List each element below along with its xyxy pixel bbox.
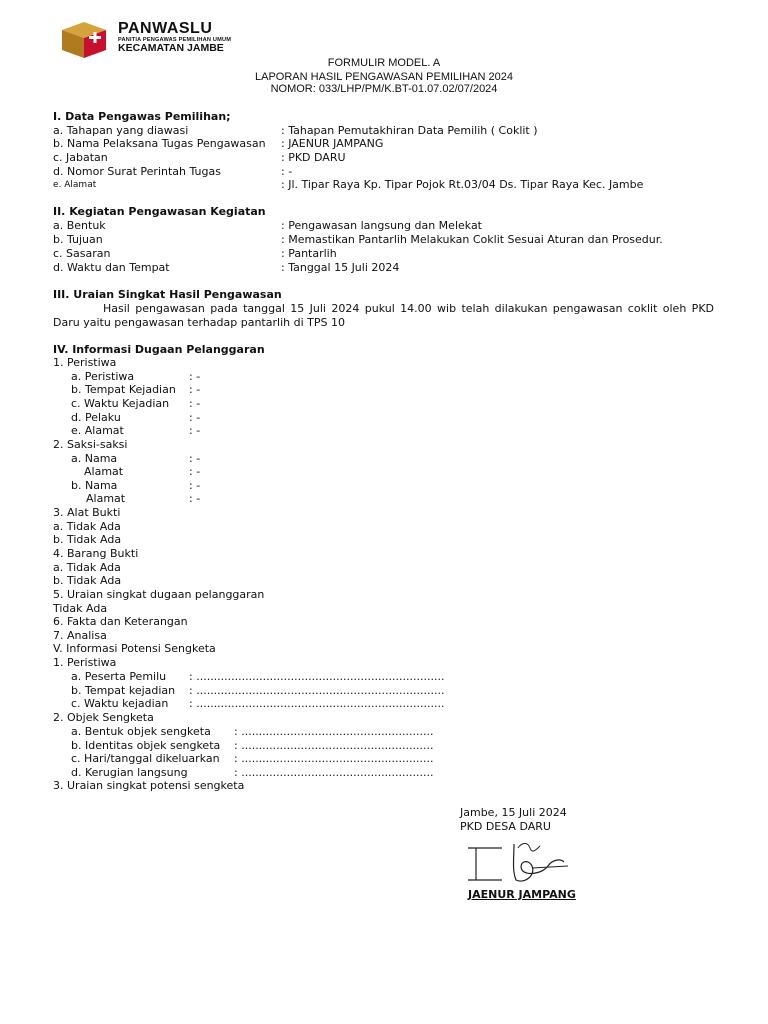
s5-value-tempat: : ....................................................................... [189,684,445,697]
s4-barang-bukti-b: b. Tidak Ada [53,574,122,587]
s4-barang-bukti-a: a. Tidak Ada [53,561,121,574]
s5-uraian-title: 3. Uraian singkat potensi sengketa [53,779,245,792]
s4-value-pelaku: : - [189,411,201,424]
s5-value-hari-tanggal: : ....................................................... [234,752,434,765]
s4-value-tempat: : - [189,383,201,396]
s5-objek-title: 2. Objek Sengketa [53,711,154,724]
logo-kecamatan: KECAMATAN JAMBE [118,42,224,54]
s1-label-jabatan: c. Jabatan [53,151,108,164]
s3-paragraph-line-2: Daru yaitu pengawasan terhadap pantarlih di TPS 10 [53,316,345,329]
s1-label-tahapan: a. Tahapan yang diawasi [53,124,189,137]
s1-label-alamat: e. Alamat [53,180,97,190]
section-2-title: II. Kegiatan Pengawasan Kegiatan [53,205,266,218]
s5-value-waktu: : ....................................................................... [189,697,445,710]
s5-label-waktu: c. Waktu kejadian [71,697,169,710]
s5-label-identitas: b. Identitas objek sengketa [71,739,221,752]
s2-label-waktu: d. Waktu dan Tempat [53,261,170,274]
s5-label-hari-tanggal: c. Hari/tanggal dikeluarkan [71,752,220,765]
s4-alat-bukti-title: 3. Alat Bukti [53,506,121,519]
s4-barang-bukti-title: 4. Barang Bukti [53,547,139,560]
s4-saksi-a-alamat-value: : - [189,465,201,478]
s4-saksi-a-nama-label: a. Nama [71,452,118,465]
s2-value-bentuk: : Pengawasan langsung dan Melekat [281,219,482,232]
s5-peristiwa-title: 1. Peristiwa [53,656,117,669]
s1-label-nomor-surat: d. Nomor Surat Perintah Tugas [53,165,221,178]
s4-saksi-b-nama-value: : - [189,479,201,492]
s1-value-alamat: : Jl. Tipar Raya Kp. Tipar Pojok Rt.03/04 Ds. Tipar Raya Kec. Jambe [281,178,644,191]
s4-label-peristiwa: a. Peristiwa [71,370,135,383]
logo-brand: PANWASLU [118,20,213,37]
section-5-title: V. Informasi Potensi Sengketa [53,642,216,655]
s4-saksi-a-nama-value: : - [189,452,201,465]
report-title: LAPORAN HASIL PENGAWASAN PEMILIHAN 2024 [255,71,513,83]
s1-value-nomor-surat: : - [281,165,293,178]
s4-value-waktu: : - [189,397,201,410]
s4-saksi-a-alamat-label: Alamat [84,465,124,478]
s4-label-alamat: e. Alamat [71,424,124,437]
s5-value-peserta: : ....................................................................... [189,670,445,683]
s1-value-jabatan: : PKD DARU [281,151,346,164]
s4-saksi-b-alamat-label: Alamat [86,492,126,505]
section-1-title: I. Data Pengawas Pemilihan; [53,110,231,123]
panwaslu-logo [56,20,286,60]
s1-label-nama: b. Nama Pelaksana Tugas Pengawasan [53,137,266,150]
section-4-title: IV. Informasi Dugaan Pelanggaran [53,343,265,356]
s4-saksi-b-nama-label: b. Nama [71,479,118,492]
s5-label-peserta: a. Peserta Pemilu [71,670,167,683]
s5-value-bentuk: : ....................................................... [234,725,434,738]
s1-value-tahapan: : Tahapan Pemutakhiran Data Pemilih ( Coklit ) [281,124,538,137]
section-3-title: III. Uraian Singkat Hasil Pengawasan [53,288,282,301]
form-model-title: FORMULIR MODEL. A [327,57,441,69]
s4-label-tempat: b. Tempat Kejadian [71,383,176,396]
logo-subtitle: PANITIA PENGAWAS PEMILIHAN UMUM [118,37,232,43]
s4-uraian-value: Tidak Ada [53,602,108,615]
s4-peristiwa-title: 1. Peristiwa [53,356,117,369]
s4-saksi-b-alamat-value: : - [189,492,201,505]
s3-paragraph-line-1: Hasil pengawasan pada tanggal 15 Juli 2024 pukul 14.00 wib telah dilakukan pengawasan coklit oleh PKD [103,302,714,315]
s5-label-bentuk: a. Bentuk objek sengketa [71,725,211,738]
s1-value-nama: : JAENUR JAMPANG [281,137,384,150]
s2-value-waktu: : Tanggal 15 Juli 2024 [281,261,400,274]
panwaslu-emblem-icon [56,20,114,60]
s2-label-bentuk: a. Bentuk [53,219,106,232]
s5-value-kerugian: : ....................................................... [234,766,434,779]
s4-label-waktu: c. Waktu Kejadian [71,397,170,410]
signature-name: JAENUR JAMPANG [468,888,576,901]
s4-value-peristiwa: : - [189,370,201,383]
s4-uraian-title: 5. Uraian singkat dugaan pelanggaran [53,588,265,601]
s2-value-tujuan: : Memastikan Pantarlih Melakukan Coklit Sesuai Aturan dan Prosedur. [281,233,663,246]
s4-analisa-title: 7. Analisa [53,629,107,642]
report-number: NOMOR: 033/LHP/PM/K.BT-01.07.02/07/2024 [270,83,498,95]
s2-value-sasaran: : Pantarlih [281,247,337,260]
s2-label-sasaran: c. Sasaran [53,247,111,260]
handwritten-signature [462,836,572,886]
s4-saksi-title: 2. Saksi-saksi [53,438,128,451]
s4-alat-bukti-b: b. Tidak Ada [53,533,122,546]
s4-fakta-title: 6. Fakta dan Keterangan [53,615,188,628]
signature-position: PKD DESA DARU [460,820,551,833]
s5-label-kerugian: d. Kerugian langsung [71,766,188,779]
s5-value-identitas: : ....................................................... [234,739,434,752]
s4-label-pelaku: d. Pelaku [71,411,121,424]
s4-value-alamat: : - [189,424,201,437]
s5-label-tempat: b. Tempat kejadian [71,684,176,697]
s4-alat-bukti-a: a. Tidak Ada [53,520,121,533]
signature-place-date: Jambe, 15 Juli 2024 [460,806,567,819]
s2-label-tujuan: b. Tujuan [53,233,103,246]
